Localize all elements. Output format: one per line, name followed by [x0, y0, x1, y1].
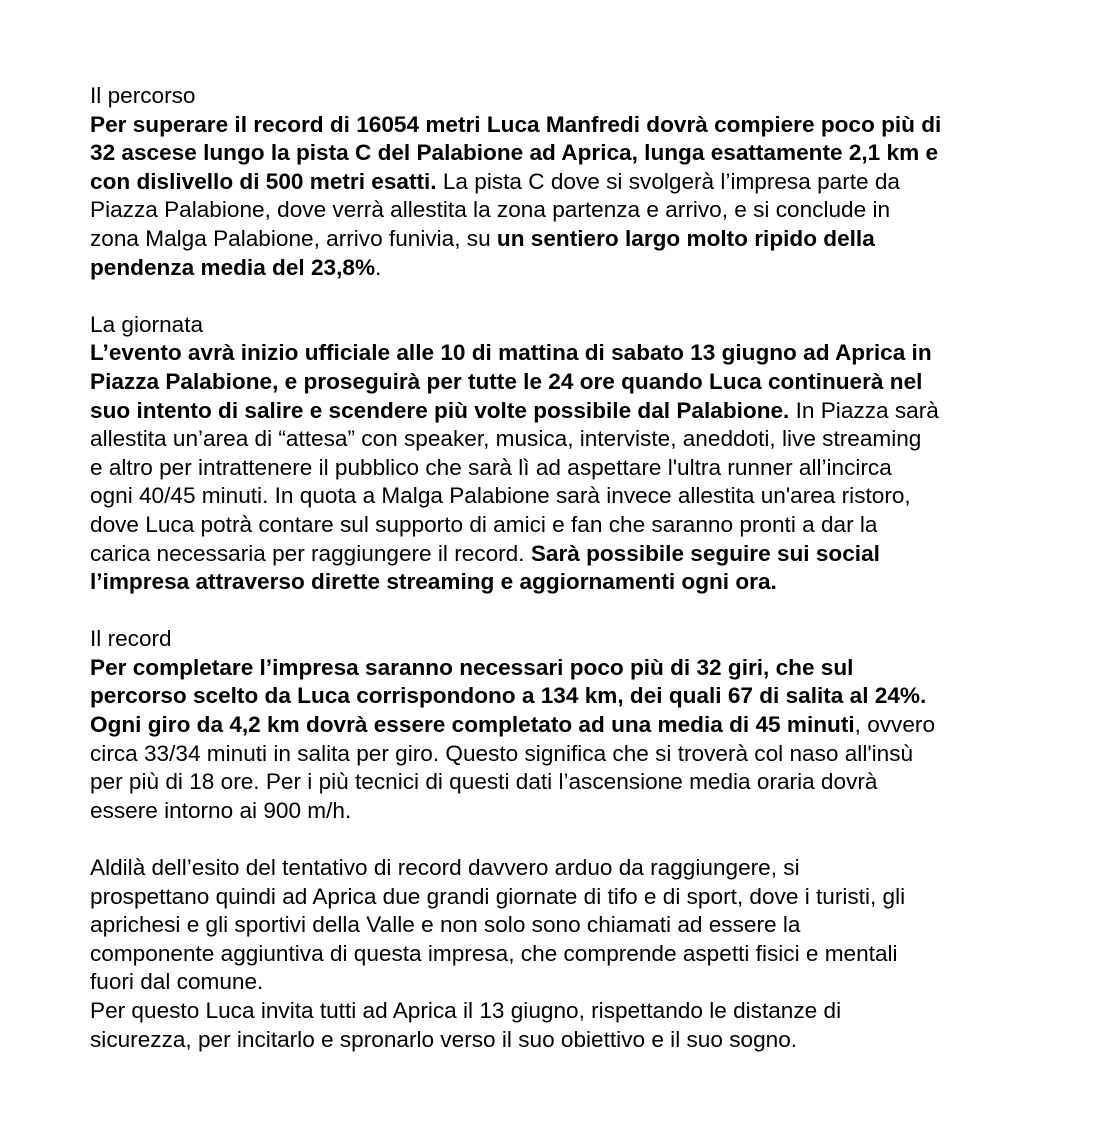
text-line	[90, 911, 1090, 940]
regular-text: sicurezza, per incitarlo e spronarlo verso il suo obiettivo e il suo sogno.	[90, 1026, 798, 1052]
bold-text: Per superare il record di 16054 metri Luca Manfredi dovrà compiere poco più di	[90, 111, 942, 137]
text-line	[90, 711, 1090, 740]
regular-text: aprichesi e gli sportivi della Valle e non solo sono chiamati ad essere la	[90, 912, 801, 938]
bold-text: suo intento di salire e scendere più volte possibile dal Palabione.	[90, 397, 790, 423]
section-la-giornata	[90, 311, 1090, 597]
bold-text: pendenza media del 23,8%	[90, 254, 376, 280]
text-line	[90, 940, 1090, 969]
bold-text: Piazza Palabione, e proseguirà per tutte le 24 ore quando Luca continuerà nel	[90, 368, 923, 394]
text-line	[90, 168, 1090, 197]
regular-text: , ovvero	[854, 712, 936, 738]
text-line	[90, 139, 1090, 168]
regular-text: In Piazza sarà	[789, 397, 939, 423]
regular-text: per più di 18 ore. Per i più tecnici di questi dati l’ascensione media oraria dovrà	[90, 769, 878, 795]
text-line	[90, 997, 1090, 1026]
regular-text: essere intorno ai 900 m/h.	[90, 797, 352, 823]
document-page	[90, 82, 1090, 1083]
bold-text: Ogni giro da 4,2 km dovrà essere completato ad una media di 45 minuti	[90, 712, 855, 738]
regular-text: e altro per intrattenere il pubblico che sarà lì ad aspettare l'ultra runner all’incirca	[90, 454, 892, 480]
section-closing	[90, 854, 1090, 1054]
regular-text: circa 33/34 minuti in salita per giro. Questo significa che si troverà col naso all'insù	[90, 740, 914, 766]
section-il-record	[90, 625, 1090, 825]
section-il-percorso	[90, 82, 1090, 282]
section-heading: La giornata	[90, 311, 204, 337]
text-line	[90, 797, 1090, 826]
text-line	[90, 425, 1090, 454]
text-line	[90, 511, 1090, 540]
section-heading: Il percorso	[90, 83, 196, 108]
text-line	[90, 397, 1090, 426]
bold-text: Sarà possibile seguire sui social	[530, 540, 880, 566]
regular-text: Per questo Luca invita tutti ad Aprica il 13 giugno, rispettando le distanze di	[90, 998, 842, 1023]
regular-text: fuori dal comune.	[90, 969, 264, 995]
bold-text: l’impresa attraverso dirette streaming e aggiornamenti ogni ora.	[90, 569, 777, 595]
bold-text: con dislivello di 500 metri esatti.	[90, 168, 437, 194]
text-line	[90, 854, 1090, 883]
section-heading: Il record	[90, 626, 172, 652]
regular-text: zona Malga Palabione, arrivo funivia, su	[90, 225, 497, 251]
text-line	[90, 883, 1090, 912]
regular-text: carica necessaria per raggiungere il record.	[90, 540, 531, 566]
regular-text: .	[375, 254, 382, 280]
text-line	[90, 339, 1090, 368]
text-line	[90, 654, 1090, 683]
regular-text: dove Luca potrà contare sul supporto di amici e fan che saranno pronti a dar la	[90, 511, 878, 537]
text-line	[90, 568, 1090, 597]
bold-text: un sentiero largo molto ripido della	[496, 225, 875, 251]
text-line	[90, 682, 1090, 711]
text-line	[90, 740, 1090, 769]
bold-text: 32 ascese lungo la pista C del Palabione ad Aprica, lunga esattamente 2,1 km e	[90, 140, 939, 166]
text-line	[90, 368, 1090, 397]
regular-text: ogni 40/45 minuti. In quota a Malga Palabione sarà invece allestita un'area ristoro,	[90, 483, 911, 509]
text-line	[90, 196, 1090, 225]
bold-text: percorso scelto da Luca corrispondono a 134 km, dei quali 67 di salita al 24%.	[90, 683, 927, 709]
regular-text: Aldilà dell’esito del tentativo di record davvero arduo da raggiungere, si	[90, 855, 800, 881]
text-line	[90, 254, 1090, 283]
text-line	[90, 768, 1090, 797]
text-line	[90, 1026, 1090, 1055]
text-line	[90, 482, 1090, 511]
regular-text: Piazza Palabione, dove verrà allestita la zona partenza e arrivo, e si conclude in	[90, 197, 891, 223]
text-line	[90, 968, 1090, 997]
text-line	[90, 540, 1090, 569]
text-line	[90, 225, 1090, 254]
text-line	[90, 454, 1090, 483]
regular-text: componente aggiuntiva di questa impresa, che comprende aspetti fisici e mentali	[90, 940, 898, 966]
regular-text: La pista C dove si svolgerà l’impresa parte da	[436, 168, 900, 194]
regular-text: prospettano quindi ad Aprica due grandi giornate di tifo e di sport, dove i turisti, gli	[90, 883, 906, 909]
bold-text: Per completare l’impresa saranno necessari poco più di 32 giri, che sul	[90, 654, 854, 680]
text-line	[90, 111, 1090, 140]
regular-text: allestita un’area di “attesa” con speaker, musica, interviste, aneddoti, live streaming	[90, 426, 922, 452]
bold-text: L’evento avrà inizio ufficiale alle 10 di mattina di sabato 13 giugno ad Aprica in	[90, 340, 932, 366]
